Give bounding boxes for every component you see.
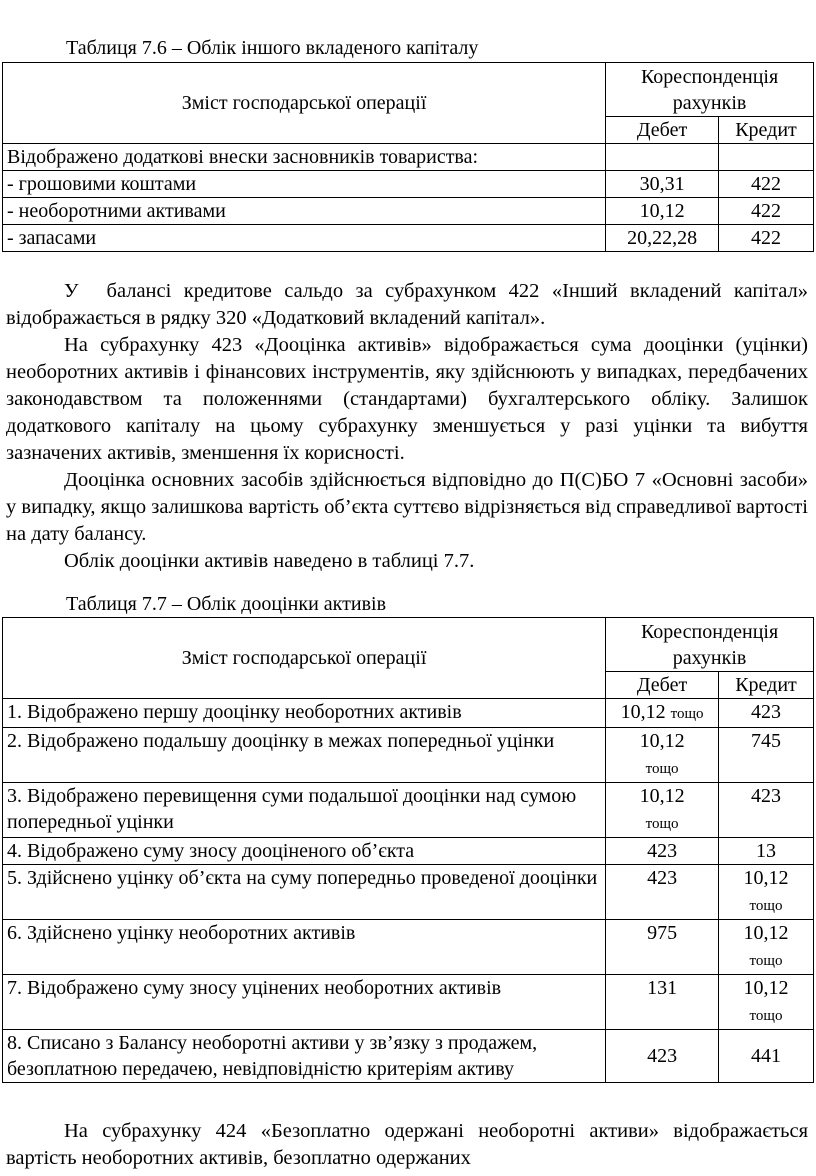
table-row: - запасами 20,22,28 422 <box>3 225 814 252</box>
table-7-7 <box>2 617 814 1083</box>
table-row: 6. Здійснено уцінку необоротних активів 975 10,12 тощо <box>3 920 814 975</box>
table-7-7-header-correspondence: Кореспонденція рахунків <box>606 618 814 672</box>
table-row: 2. Відображено подальшу дооцінку в межах попередньої уцінки 10,12 тощо 745 <box>3 728 814 783</box>
table-7-6-header-correspondence: Кореспонденція рахунків <box>606 63 814 117</box>
table-7-6-caption: Таблиця 7.6 – Облік іншого вкладеного капіталу <box>66 37 479 59</box>
table-row: - грошовими коштами 30,31 422 <box>3 171 814 198</box>
paragraph-3: Дооцінка основних засобів здійснюється відповідно до П(С)БО 7 «Основні засоби» у випадку, якщо залишкова вартість об’єкта суттєво відрізняється від справедливої вартості на дату балансу. <box>6 469 808 545</box>
table-7-6-header-content: Зміст господарської операції <box>3 63 606 144</box>
table-row: 8. Списано з Балансу необоротні активи у зв’язку з продажем, безоплатною передачею, невідповідністю критеріям активу 423 441 <box>3 1030 814 1083</box>
table-row: 7. Відображено суму зносу уцінених необоротних активів 131 10,12 тощо <box>3 975 814 1030</box>
table-7-7-header-content: Зміст господарської операції <box>3 618 606 699</box>
table-7-7-caption: Таблиця 7.7 – Облік дооцінки активів <box>66 593 387 615</box>
table-7-7-header-credit: Кредит <box>719 672 814 699</box>
body-text-2 <box>6 1118 808 1172</box>
table-row: 5. Здійснено уцінку об’єкта на суму попередньо проведеної дооцінки 423 10,12 тощо <box>3 865 814 920</box>
paragraph-5: На субрахунку 424 «Безоплатно одержані необоротні активи» відображається вартість необоротних активів, безоплатно одержаних <box>6 1120 808 1169</box>
table-7-6-header-debit: Дебет <box>606 117 719 144</box>
paragraph-1-text: балансі кредитове сальдо за субрахунком 422 «Інший вкладений капітал» відображається в рядку 320 «Додатковий вкладений капітал». <box>6 280 808 329</box>
table-7-6 <box>2 62 814 252</box>
paragraph-2: На субрахунку 423 «Дооцінка активів» відображається сума дооцінки (уцінки) необоротних активів і фінансових інструментів, яку здійснюють у випадках, передбачених законодавством та положеннями (стандартами) бухгалтерського обліку. Залишок додаткового капіталу на цьому субрахунку зменшується у разі уцінки та вибуття зазначених активів, зменшення їх корисності. <box>6 334 808 464</box>
table-row: - необоротними активами 10,12 422 <box>3 198 814 225</box>
table-7-6-group-row: Відображено додаткові внески засновників товариства: <box>3 144 606 171</box>
body-text-1 <box>6 278 808 575</box>
paragraph-4: Облік дооцінки активів наведено в таблиці 7.7. <box>64 550 475 572</box>
table-row: 3. Відображено перевищення суми подальшої дооцінки над сумою попередньої уцінки 10,12 тощо 423 <box>3 783 814 838</box>
paragraph-start-word: У <box>64 280 79 302</box>
table-row: 4. Відображено суму зносу дооціненого об’єкта 423 13 <box>3 838 814 865</box>
table-7-6-header-credit: Кредит <box>719 117 814 144</box>
table-row: 1. Відображено першу дооцінку необоротних активів 10,12 тощо 423 <box>3 699 814 728</box>
table-7-7-header-debit: Дебет <box>606 672 719 699</box>
